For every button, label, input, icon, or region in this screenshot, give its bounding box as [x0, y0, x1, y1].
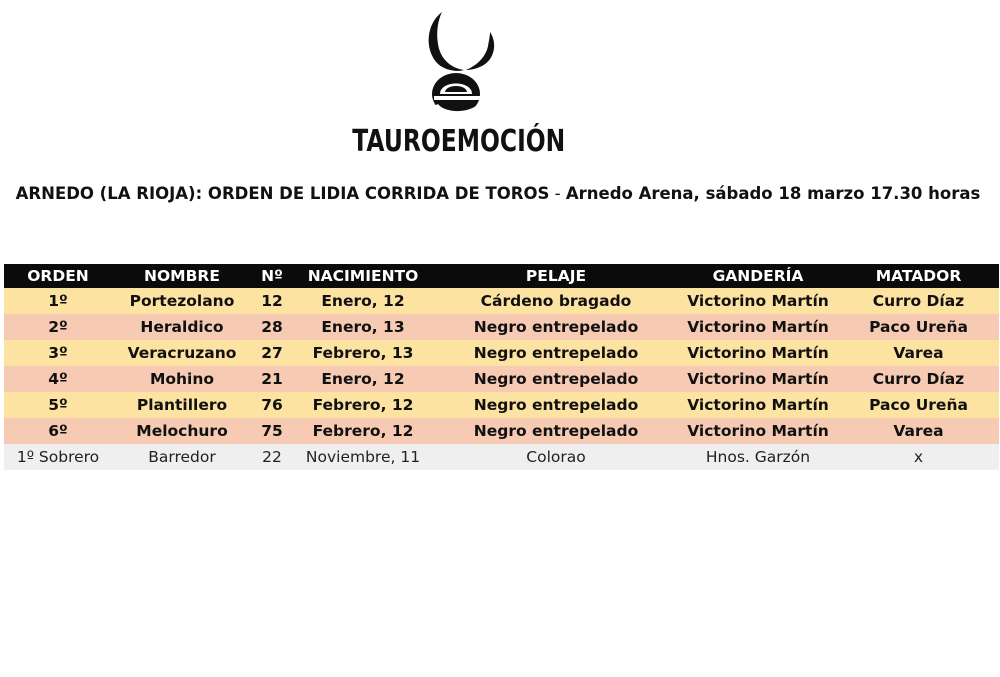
cell-orden: 1º Sobrero	[4, 444, 112, 470]
table-row	[4, 418, 999, 444]
cell-nacimiento: Noviembre, 11	[292, 444, 434, 470]
bull-horns-logo-icon	[420, 10, 500, 118]
cell-numero: 76	[252, 392, 292, 418]
table-row	[4, 288, 999, 314]
cell-ganaderia: Victorino Martín	[678, 340, 838, 366]
header-numero: Nº	[252, 264, 292, 288]
cell-ganaderia: Victorino Martín	[678, 392, 838, 418]
cell-numero: 28	[252, 314, 292, 340]
cell-pelaje: Negro entrepelado	[434, 314, 678, 340]
cell-ganaderia: Victorino Martín	[678, 314, 838, 340]
table-row	[4, 340, 999, 366]
header-nombre: NOMBRE	[112, 264, 252, 288]
cell-matador: Paco Ureña	[838, 392, 999, 418]
cell-matador: Varea	[838, 340, 999, 366]
cell-nacimiento: Enero, 12	[292, 288, 434, 314]
header-nacimiento: NACIMIENTO	[292, 264, 434, 288]
cell-nacimiento: Enero, 12	[292, 366, 434, 392]
title-main: ARNEDO (LA RIOJA): ORDEN DE LIDIA CORRIDA DE TOROS	[15, 184, 550, 203]
cell-ganaderia: Hnos. Garzón	[678, 444, 838, 470]
cell-pelaje: Negro entrepelado	[434, 366, 678, 392]
cell-ganaderia: Victorino Martín	[678, 288, 838, 314]
cell-nombre: Portezolano	[112, 288, 252, 314]
cell-numero: 12	[252, 288, 292, 314]
cell-matador: Curro Díaz	[838, 366, 999, 392]
cell-matador: x	[838, 444, 999, 470]
cell-numero: 21	[252, 366, 292, 392]
cell-nombre: Melochuro	[112, 418, 252, 444]
cell-nombre: Heraldico	[112, 314, 252, 340]
cell-orden: 5º	[4, 392, 112, 418]
cell-numero: 27	[252, 340, 292, 366]
cell-nombre: Mohino	[112, 366, 252, 392]
cell-orden: 3º	[4, 340, 112, 366]
cell-orden: 4º	[4, 366, 112, 392]
cell-pelaje: Negro entrepelado	[434, 392, 678, 418]
cell-orden: 1º	[4, 288, 112, 314]
cell-pelaje: Colorao	[434, 444, 678, 470]
cell-numero: 75	[252, 418, 292, 444]
cell-nacimiento: Febrero, 13	[292, 340, 434, 366]
header-matador: MATADOR	[838, 264, 999, 288]
header-ganaderia: GANDERÍA	[678, 264, 838, 288]
page-title	[0, 184, 996, 203]
cell-nacimiento: Febrero, 12	[292, 418, 434, 444]
header-orden: ORDEN	[4, 264, 112, 288]
cell-ganaderia: Victorino Martín	[678, 366, 838, 392]
cell-pelaje: Negro entrepelado	[434, 340, 678, 366]
cell-orden: 6º	[4, 418, 112, 444]
header-pelaje: PELAJE	[434, 264, 678, 288]
title-detail: Arnedo Arena, sábado 18 marzo 17.30 horas	[565, 184, 981, 203]
title-separator: -	[549, 184, 566, 203]
orden-de-lidia-table	[4, 264, 999, 470]
cell-orden: 2º	[4, 314, 112, 340]
cell-matador: Varea	[838, 418, 999, 444]
cell-nombre: Barredor	[112, 444, 252, 470]
cell-matador: Curro Díaz	[838, 288, 999, 314]
table-row	[4, 314, 999, 340]
cell-ganaderia: Victorino Martín	[678, 418, 838, 444]
table-header-row	[4, 264, 999, 288]
brand-logo	[0, 6, 1000, 161]
cell-numero: 22	[252, 444, 292, 470]
table-row	[4, 392, 999, 418]
cell-matador: Paco Ureña	[838, 314, 999, 340]
cell-nacimiento: Febrero, 12	[292, 392, 434, 418]
cell-nombre: Plantillero	[112, 392, 252, 418]
cell-nacimiento: Enero, 13	[292, 314, 434, 340]
table-row	[4, 366, 999, 392]
cell-pelaje: Cárdeno bragado	[434, 288, 678, 314]
brand-name: TAUROEMOCIÓN	[352, 124, 566, 159]
table-row-sobrero	[4, 444, 999, 470]
cell-nombre: Veracruzano	[112, 340, 252, 366]
cell-pelaje: Negro entrepelado	[434, 418, 678, 444]
